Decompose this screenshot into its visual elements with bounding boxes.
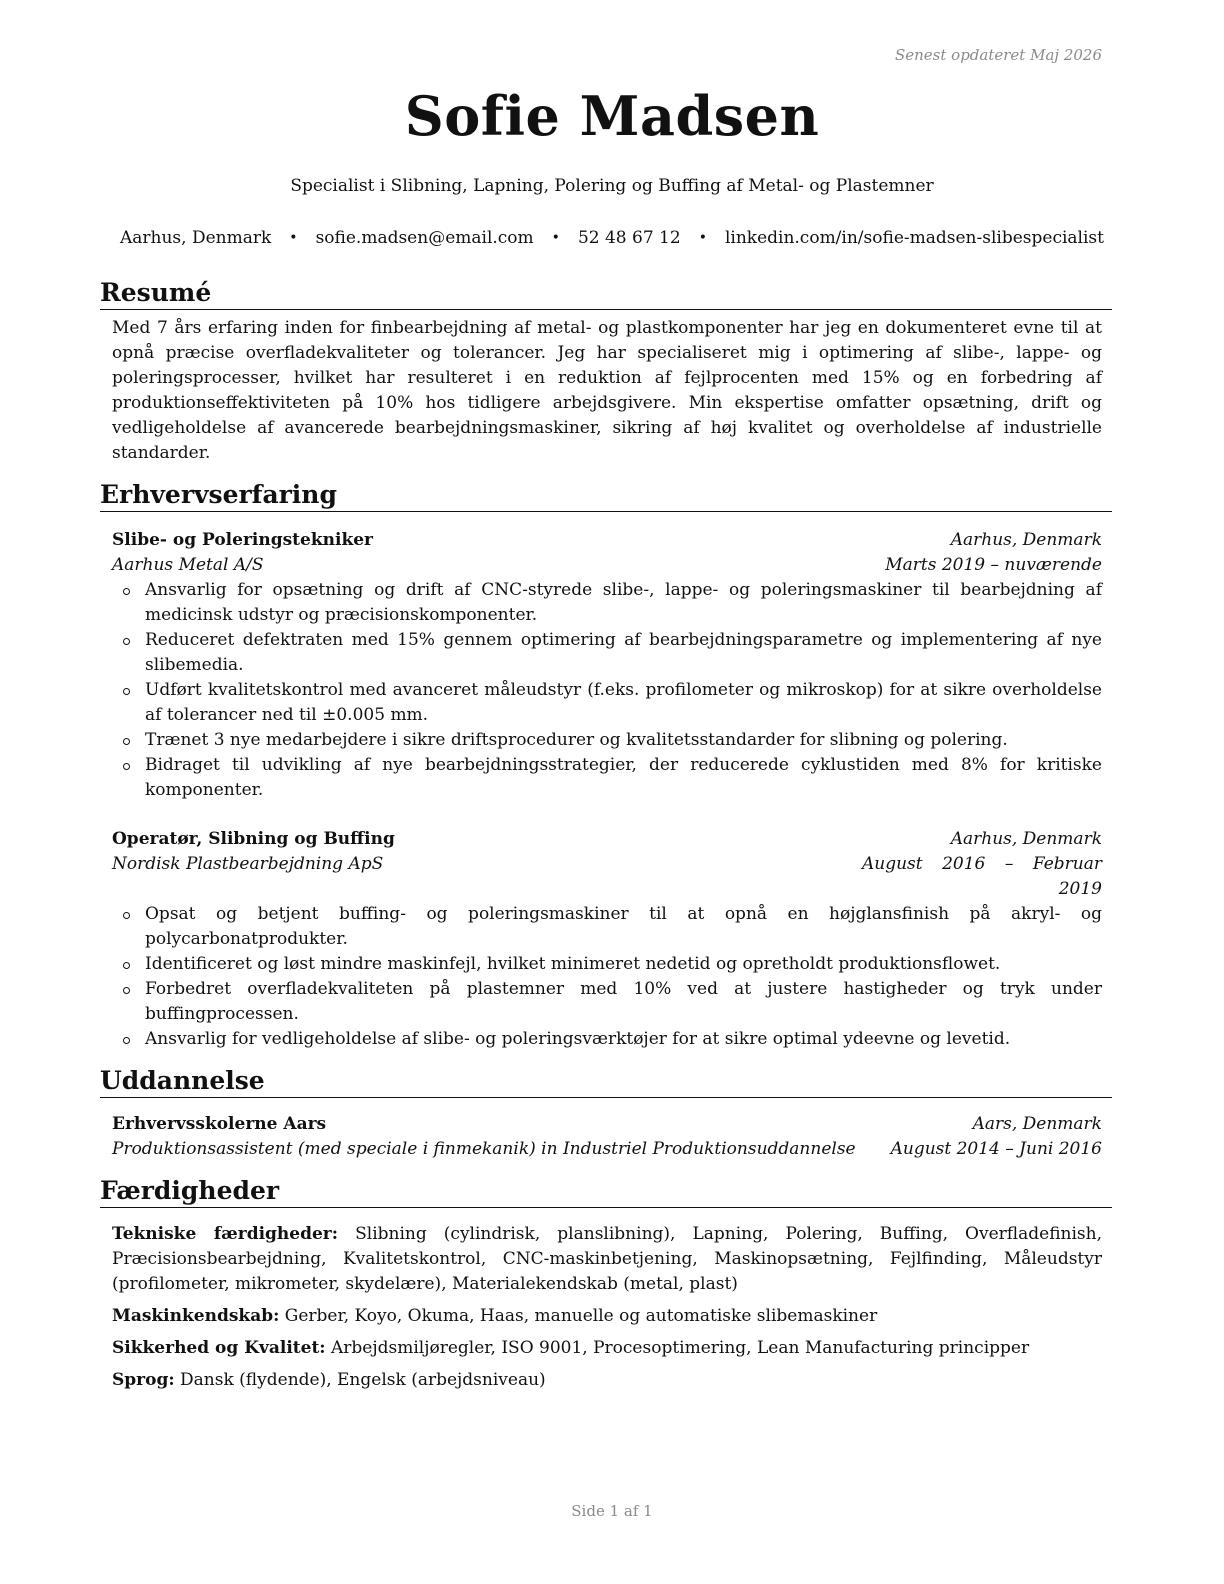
skill-value: Dansk (flydende), Engelsk (arbejdsniveau) <box>180 1370 546 1390</box>
list-item <box>112 753 1102 803</box>
skill-row <box>112 1336 1102 1361</box>
bullet-text: Trænet 3 nye medarbejdere i sikre driftsprocedurer og kvalitetsstandarder for slibning og polering. <box>145 730 1008 750</box>
education-entry <box>112 1112 1102 1162</box>
skill-row <box>112 1368 1102 1393</box>
last-updated-note: Senest opdateret Maj 2026 <box>894 46 1102 64</box>
candidate-name: Sofie Madsen <box>404 84 820 148</box>
education-section <box>100 1066 1112 1162</box>
school-location: Aars, Denmark <box>972 1114 1102 1134</box>
job-role: Slibe- og Poleringstekniker <box>112 530 374 550</box>
section-title-experience: Erhvervserfaring <box>100 480 1112 512</box>
bullet-text: Ansvarlig for vedligeholdelse af slibe- og poleringsværktøjer for at sikre optimal ydeevne og levetid. <box>145 1029 1011 1049</box>
experience-section <box>100 480 1112 1052</box>
summary-section <box>100 278 1112 466</box>
job-bullet-list <box>112 902 1102 1052</box>
skill-row <box>112 1222 1102 1297</box>
contact-line <box>0 228 1224 248</box>
list-item <box>112 578 1102 628</box>
circle-bullet-icon <box>123 962 130 969</box>
circle-bullet-icon <box>123 688 130 695</box>
job-dates: Marts 2019 – nuværende <box>885 555 1102 575</box>
section-title-education: Uddannelse <box>100 1066 1112 1098</box>
contact-phone: 52 48 67 12 <box>577 228 681 248</box>
skill-label: Tekniske færdigheder: <box>112 1224 339 1244</box>
job-role: Operatør, Slibning og Buffing <box>112 829 395 849</box>
circle-bullet-icon <box>123 987 130 994</box>
job-entry <box>112 827 1102 1052</box>
bullet-text: Opsat og betjent buffing- og poleringsmaskiner til at opnå en højglansfinish på akryl- og polycarbonatprodukter. <box>145 904 1102 949</box>
contact-linkedin-link[interactable]: linkedin.com/in/sofie-madsen-slibespecialist <box>724 228 1104 248</box>
page-number-footer: Side 1 af 1 <box>571 1502 653 1520</box>
list-item <box>112 1027 1102 1052</box>
circle-bullet-icon <box>123 588 130 595</box>
skill-value: Gerber, Koyo, Okuma, Haas, manuelle og automatiske slibemaskiner <box>284 1306 878 1326</box>
separator-dot: • <box>551 230 560 246</box>
skills-list <box>112 1222 1102 1393</box>
list-item <box>112 728 1102 753</box>
list-item <box>112 678 1102 728</box>
circle-bullet-icon <box>123 638 130 645</box>
skill-value: Slibning (cylindrisk, planslibning), Lapning, Polering, Buffing, Overfladefinish, Præcisionsbearbejdning, Kvalitetskontrol, CNC-maskinbetjening, Maskinopsætning, Fejlfinding, Måleudstyr (profilometer, mikrometer, skydelære), Materialekendskab (metal, plast) <box>112 1224 1103 1294</box>
section-title-skills: Færdigheder <box>100 1176 1112 1208</box>
separator-dot: • <box>698 230 707 246</box>
skill-label: Maskinkendskab: <box>112 1306 280 1326</box>
job-dates: August 2016 – Februar 2019 <box>862 854 1102 899</box>
circle-bullet-icon <box>123 1037 130 1044</box>
resume-body <box>100 278 1112 1400</box>
section-title-summary: Resumé <box>100 278 1112 310</box>
job-location: Aarhus, Denmark <box>950 530 1102 550</box>
contact-email-link[interactable]: sofie.madsen@email.com <box>315 228 534 248</box>
job-company: Nordisk Plastbearbejdning ApS <box>112 854 384 874</box>
job-location: Aarhus, Denmark <box>950 829 1102 849</box>
job-company: Aarhus Metal A/S <box>112 555 264 575</box>
contact-location: Aarhus, Denmark <box>120 228 272 248</box>
circle-bullet-icon <box>123 763 130 770</box>
list-item <box>112 628 1102 678</box>
separator-dot: • <box>289 230 298 246</box>
skill-label: Sprog: <box>112 1370 175 1390</box>
bullet-text: Udført kvalitetskontrol med avanceret måleudstyr (f.eks. profilometer og mikroskop) for at sikre overholdelse af tolerancer ned til ±0.005 mm. <box>145 680 1102 725</box>
skill-row <box>112 1304 1102 1329</box>
bullet-text: Forbedret overfladekvaliteten på plastemner med 10% ved at justere hastigheder og tryk under buffingprocessen. <box>145 979 1102 1024</box>
bullet-text: Ansvarlig for opsætning og drift af CNC-styrede slibe-, lappe- og poleringsmaskiner til bearbejdning af medicinsk udstyr og præcisionskomponenter. <box>145 580 1102 625</box>
bullet-text: Bidraget til udvikling af nye bearbejdningsstrategier, der reducerede cyklustiden med 8% for kritiske komponenter. <box>145 755 1102 800</box>
circle-bullet-icon <box>123 738 130 745</box>
bullet-text: Identificeret og løst mindre maskinfejl, hvilket minimeret nedetid og opretholdt produktionsflowet. <box>145 954 1001 974</box>
school-name: Erhvervsskolerne Aars <box>112 1114 327 1134</box>
circle-bullet-icon <box>123 912 130 919</box>
bullet-text: Reduceret defektraten med 15% gennem optimering af bearbejdningsparametre og implementering af nye slibemedia. <box>145 630 1102 675</box>
education-dates: August 2014 – Juni 2016 <box>890 1139 1102 1159</box>
job-bullet-list <box>112 578 1102 803</box>
list-item <box>112 902 1102 952</box>
skill-label: Sikkerhed og Kvalitet: <box>112 1338 326 1358</box>
summary-text: Med 7 års erfaring inden for finbearbejdning af metal- og plastkomponenter har jeg en dokumenteret evne til at opnå præcise overfladekvaliteter og tolerancer. Jeg har specialiseret mig i optimering af slibe-, lappe- og poleringsprocesser, hvilket har resulteret i en reduktion af fejlprocenten med 15% og en forbedring af produktionseffektiviteten på 10% hos tidligere arbejdsgivere. Min ekspertise omfatter opsætning, drift og vedligeholdelse af avancerede bearbejdningsmaskiner, sikring af høj kvalitet og overholdelse af industrielle standarder. <box>112 318 1102 463</box>
skills-section <box>100 1176 1112 1393</box>
education-program: Produktionsassistent (med speciale i finmekanik) in Industriel Produktionsuddannelse <box>112 1139 856 1159</box>
list-item <box>112 952 1102 977</box>
job-entry <box>112 528 1102 803</box>
skill-value: Arbejdsmiljøregler, ISO 9001, Procesoptimering, Lean Manufacturing principper <box>330 1338 1030 1358</box>
candidate-tagline: Specialist i Slibning, Lapning, Polering og Buffing af Metal- og Plastemner <box>290 176 934 196</box>
list-item <box>112 977 1102 1027</box>
